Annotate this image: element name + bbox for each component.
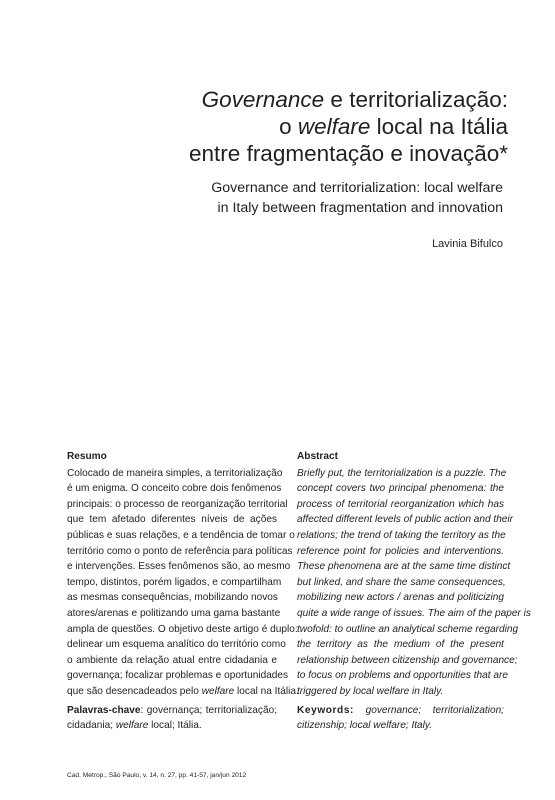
abstract-line: triggered by local welfare in Italy. [297,685,444,697]
resumo-line: públicas e suas relações, e a tendência de tomar o [67,529,295,541]
palavras-chave [67,703,277,734]
abstract-line: Briefly put, the territorialization is a puzzle. The [297,467,507,479]
resumo-line: tempo, distintos, porém ligados, e compartilham [67,576,282,588]
resumo-line: que tem afetado diferentes níveis de ações [67,514,277,526]
english-title-line-2: in Italy between fragmentation and innovation [217,200,503,216]
abstract-line: twofold: to outline an analytical scheme regarding [297,623,519,635]
title-line-2 [88,113,508,140]
title-line-3: entre fragmentação e inovação* [189,141,508,166]
title-welfare-italic: welfare [297,114,371,139]
abstract-line: relations; the trend of taking the territory as the [297,529,506,541]
title-line-2-rest: local na Itália [370,114,508,139]
abstract-line: concept covers two principal phenomena: the [297,483,504,495]
resumo-line: e intervenções. Esses fenômenos são, ao mesmo [67,561,291,573]
abstract-heading: Abstract [297,451,338,462]
abstract-line: These phenomena are at the same time distinct [297,561,511,573]
abstract-line: reference point for policies and interventions. [297,545,504,557]
abstract-line: to focus on problems and opportunities that are [297,670,508,682]
resumo-body [67,466,299,700]
resumo-last-pre: que são desencadeados pelo [67,685,202,697]
resumo-line: Colocado de maneira simples, a territorialização [67,467,283,479]
resumo-column [67,449,299,734]
resumo-line: é um enigma. O conceito cobre dois fenômenos [67,483,282,495]
title-governance-italic: Governance [201,87,325,112]
keywords-line-1 [297,703,504,719]
palavras-chave-label: Palavras-chave [67,704,141,716]
abstract-line: process of territorial reorganization which has [297,498,504,510]
palavras-chave-welfare-italic: welfare [115,720,149,732]
resumo-last-post: local na Itália. [234,685,299,697]
abstract-line: relationship between citizenship and governance; [297,654,518,666]
keywords-label: Keywords: [297,704,355,716]
abstract-line: quite a wide range of issues. The aim of the paper is [297,607,531,619]
abstract-line: the territory as the medium of the present [297,639,504,651]
resumo-welfare-italic: welfare [201,685,235,697]
resumo-line: delinear um esquema analítico do território como [67,639,286,651]
palavras-chave-line-1 [67,703,277,719]
title-line-1-rest: e territorialização: [324,87,508,112]
resumo-line: as mesmas consequências, mobilizando novos [67,592,278,604]
resumo-line: ampla de questões. O objetivo deste artigo é duplo: [67,623,298,635]
author-name: Lavinia Bifulco [432,238,503,250]
keywords [297,703,504,734]
palavras-chave-values-1: : governança; territorialização; [140,704,277,716]
resumo-heading: Resumo [67,451,107,462]
english-title [63,178,503,218]
title-line-2-pre: o [279,114,298,139]
abstract-body [297,466,531,700]
english-title-line-1: Governance and territorialization: local welfare [211,180,503,196]
resumo-line: principais: o processo de reorganização territorial [67,498,288,510]
palavras-chave-values-2-pre: cidadania; [67,720,116,732]
resumo-last-line [67,684,299,700]
abstract-column [297,449,531,734]
title-line-1 [88,86,508,113]
abstract-line: affected different levels of public action and their [297,514,514,526]
palavras-chave-values-2-post: local; Itália. [148,720,202,732]
resumo-line: governança; focalizar problemas e oportunidades [67,670,289,682]
resumo-line: atores/arenas e politizando uma gama bastante [67,607,281,619]
keywords-values-1: governance; territorialization; [354,704,504,716]
citation-footer: Cad. Metrop., São Paulo, v. 14, n. 27, pp. 41-57, jan/jun 2012 [67,772,247,779]
article-title [88,86,508,167]
resumo-line: território como o ponto de referência para políticas [67,545,293,557]
abstract-line: mobilizing new actors / arenas and politicizing [297,592,504,604]
keywords-values-2: citizenship; local welfare; Italy. [297,720,433,732]
resumo-line: o ambiente da relação atual entre cidadania e [67,654,277,666]
abstract-line: but linked, and share the same consequences, [297,576,506,588]
